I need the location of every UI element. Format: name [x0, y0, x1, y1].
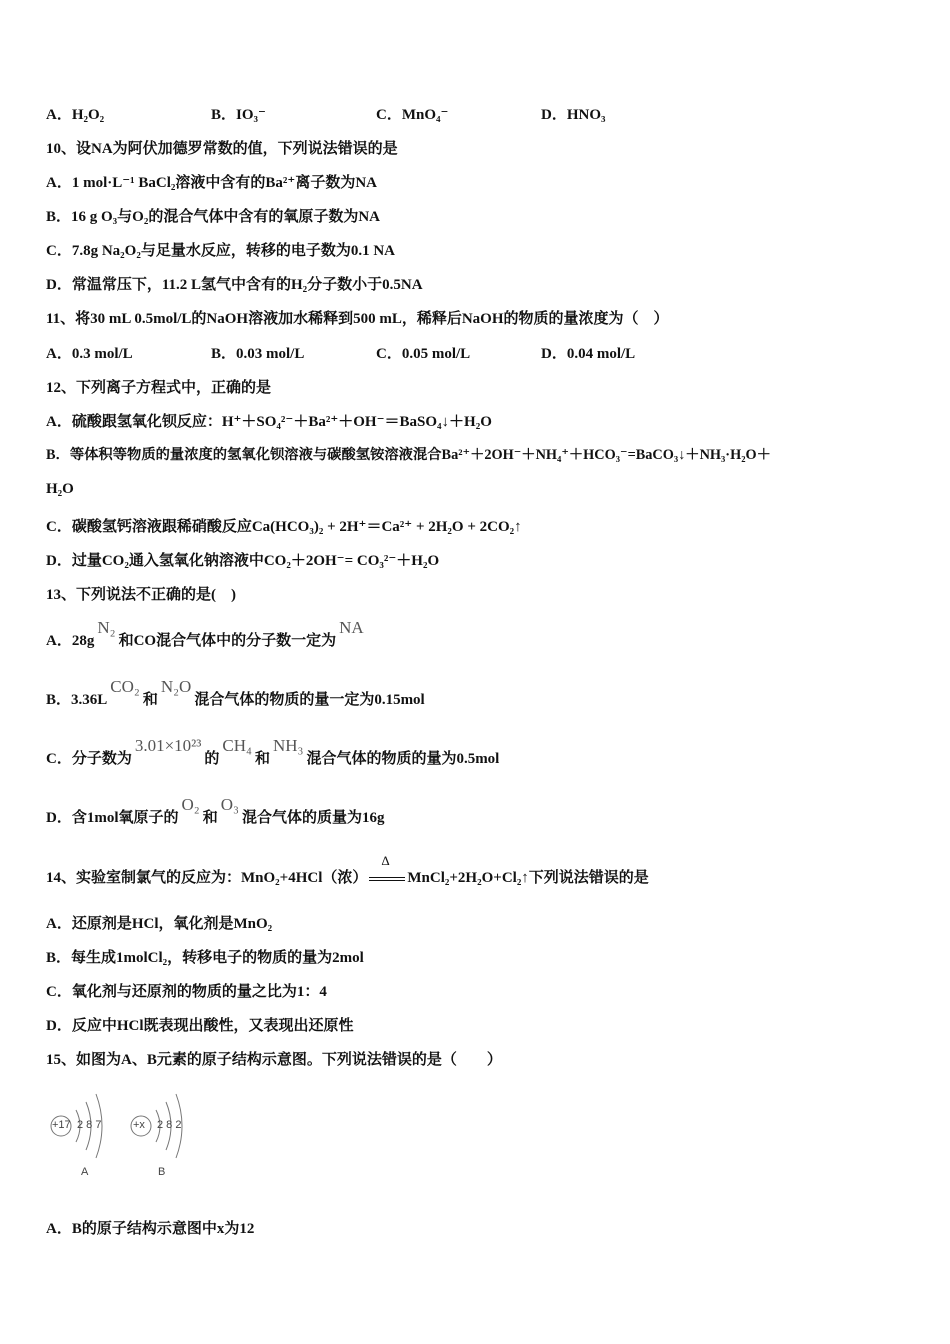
formula-o3: O₃ — [220, 795, 239, 814]
q13-c-prefix: C．分子数为 — [46, 751, 132, 767]
atom-b-nucleus-charge: +x — [133, 1119, 145, 1131]
atom-b-electron-shells: 2 8 2 — [157, 1119, 182, 1131]
formula-na: NA — [339, 618, 364, 637]
q14-option-d: D．反应中HCl既表现出酸性，又表现出还原性 — [46, 1018, 354, 1034]
atomic-structure-diagrams — [46, 1088, 206, 1183]
formula-co2: CO₂ — [110, 677, 140, 696]
heat-condition-sign — [367, 852, 407, 889]
q12-option-b-line1: B．等体积等物质的量浓度的氢氧化钡溶液与碳酸氢铵溶液混合Ba²⁺＋2OH⁻＋NH₄⁺＋HCO₃⁻=BaCO₃↓＋NH₃·H₂O＋ — [46, 447, 771, 463]
q13-option-c — [46, 736, 500, 768]
q10-option-b: B．16 g O₃与O₂的混合气体中含有的氧原子数为NA — [46, 209, 381, 225]
q15-stem: 15、如图为A、B元素的原子结构示意图。下列说法错误的是（ ） — [46, 1052, 502, 1068]
q9-option-a: A．H₂O₂ — [46, 107, 105, 123]
formula-n2o: N₂O — [160, 677, 192, 696]
q13-b-suffix: 混合气体的物质的量一定为0.15mol — [194, 692, 425, 708]
atom-a-label: A — [81, 1166, 89, 1178]
q14-option-c: C．氧化剂与还原剂的物质的量之比为1：4 — [46, 984, 327, 1000]
q13-a-middle: 和CO混合气体中的分子数一定为 — [118, 633, 337, 649]
q13-d-prefix: D．含1mol氧原子的 — [46, 810, 179, 826]
q13-option-b — [46, 677, 425, 709]
q11-stem: 11、将30 mL 0.5mol/L的NaOH溶液加水稀释到500 mL，稀释后NaOH的物质的量浓度为（ ） — [46, 311, 669, 327]
delta-symbol: Δ — [381, 852, 390, 868]
formula-n2: N₂ — [97, 618, 116, 637]
q13-c-middle2: 和 — [254, 751, 270, 767]
q11-option-c: C．0.05 mol/L — [376, 346, 471, 362]
q13-c-middle1: 的 — [204, 751, 220, 767]
q14-option-b: B．每生成1molCl₂，转移电子的物质的量为2mol — [46, 950, 364, 966]
q15-option-a: A．B的原子结构示意图中x为12 — [46, 1221, 255, 1237]
q13-option-a — [46, 618, 367, 650]
q12-option-d: D．过量CO₂通入氢氧化钠溶液中CO₂＋2OH⁻= CO₃²⁻＋H₂O — [46, 553, 440, 569]
q13-option-d — [46, 795, 385, 827]
q10-option-c: C．7.8g Na₂O₂与足量水反应，转移的电子数为0.1 NA — [46, 243, 395, 259]
formula-nh3: NH₃ — [272, 736, 304, 755]
formula-avogadro-count: 3.01×10²³ — [134, 736, 202, 755]
q13-stem: 13、下列说法不正确的是( ) — [46, 587, 236, 603]
q11-options-row — [46, 342, 706, 363]
formula-ch4: CH₄ — [222, 736, 252, 755]
q11-option-b: B．0.03 mol/L — [211, 346, 305, 362]
q14-stem-suffix: MnCl₂+2H₂O+Cl₂↑下列说法错误的是 — [407, 870, 649, 886]
atom-b-label: B — [158, 1166, 166, 1178]
q11-option-a: A．0.3 mol/L — [46, 346, 133, 362]
q10-option-d: D．常温常压下，11.2 L氢气中含有的H₂分子数小于0.5NA — [46, 277, 423, 293]
q9-option-b: B．IO₃⁻ — [211, 107, 266, 123]
atom-a-electron-shells: 2 8 7 — [77, 1119, 102, 1131]
q14-option-a: A．还原剂是HCl，氧化剂是MnO₂ — [46, 916, 273, 932]
q9-option-c: C．MnO₄⁻ — [376, 107, 449, 123]
q11-option-d: D．0.04 mol/L — [541, 346, 636, 362]
q14-stem — [46, 852, 649, 889]
atom-diagram-svg — [46, 1088, 206, 1183]
q12-option-b-line2: H₂O — [46, 481, 74, 497]
q12-option-c: C．碳酸氢钙溶液跟稀硝酸反应Ca(HCO₃)₂ + 2H⁺＝Ca²⁺ + 2H₂O + 2CO₂↑ — [46, 519, 522, 535]
q13-d-middle: 和 — [202, 810, 218, 826]
atom-a-nucleus-charge: +17 — [52, 1119, 71, 1131]
q9-options-row — [46, 103, 706, 124]
q10-stem: 10、设NA为阿伏加德罗常数的值，下列说法错误的是 — [46, 141, 398, 157]
q13-c-suffix: 混合气体的物质的量为0.5mol — [306, 751, 500, 767]
q9-option-d: D．HNO₃ — [541, 107, 606, 123]
q13-b-middle: 和 — [142, 692, 158, 708]
q12-option-a: A．硫酸跟氢氧化钡反应：H⁺＋SO₄²⁻＋Ba²⁺＋OH⁻＝BaSO₄↓＋H₂O — [46, 414, 492, 430]
q12-stem: 12、下列离子方程式中，正确的是 — [46, 380, 272, 396]
formula-o2: O₂ — [181, 795, 200, 814]
q13-a-prefix: A．28g — [46, 633, 95, 649]
q10-option-a: A．1 mol·L⁻¹ BaCl₂溶液中含有的Ba²⁺离子数为NA — [46, 175, 378, 191]
q14-stem-prefix: 14、实验室制氯气的反应为：MnO₂+4HCl（浓） — [46, 870, 368, 886]
q13-b-prefix: B．3.36L — [46, 692, 108, 708]
q13-d-suffix: 混合气体的质量为16g — [241, 810, 385, 826]
